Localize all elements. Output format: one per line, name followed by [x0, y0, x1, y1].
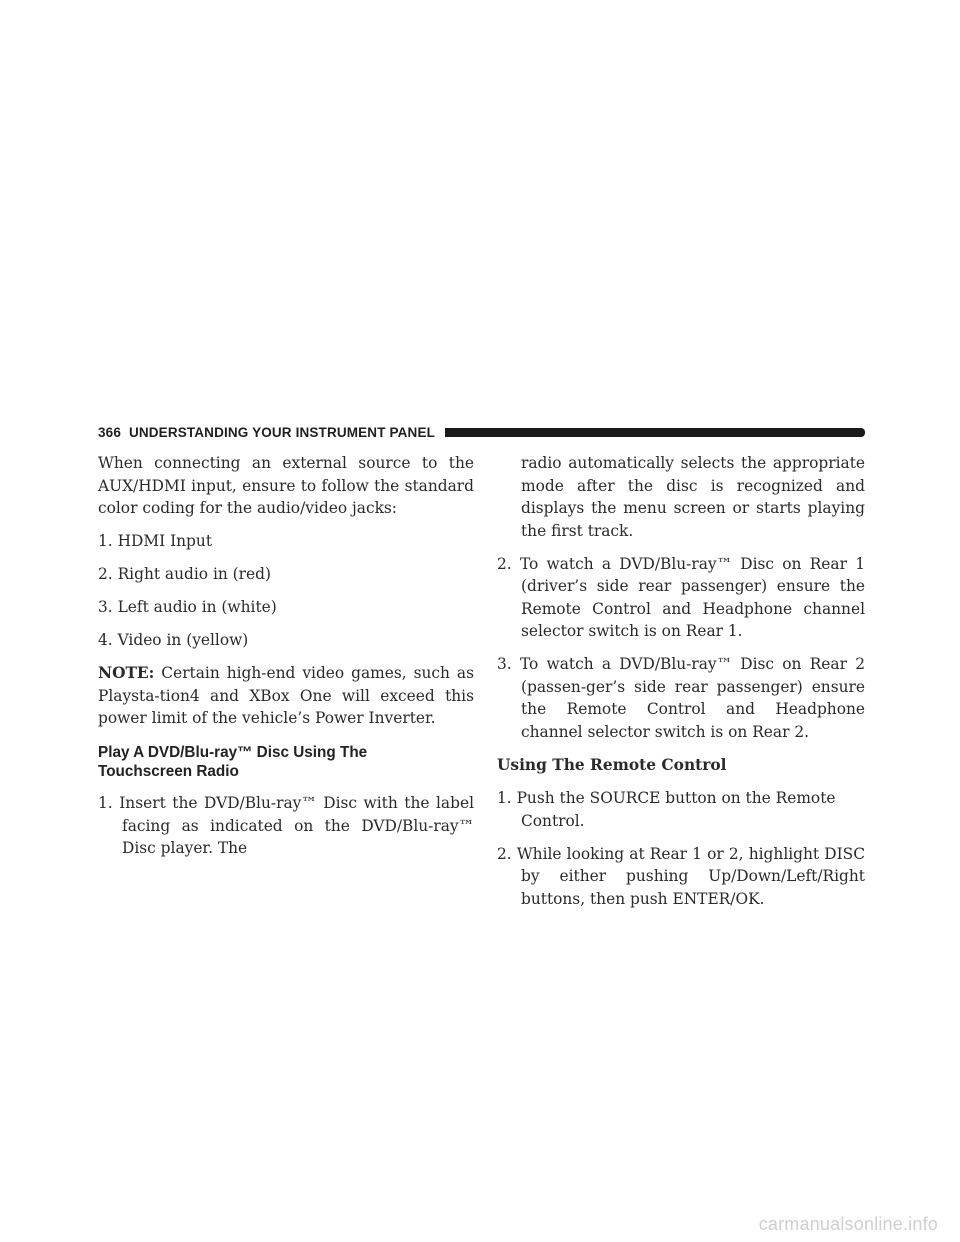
remote-step-2: 2. While looking at Rear 1 or 2, highlight DISC by either pushing Up/Down/Left/Right buttons, then push ENTER/OK. [497, 844, 865, 908]
section-heading-line2: Touchscreen Radio [98, 763, 239, 780]
remote-step-1: 1. Push the SOURCE button on the Remote Control. [497, 789, 836, 830]
note-label: NOTE: [98, 664, 155, 682]
list-item: 3. Left audio in (white) [98, 598, 277, 616]
page-number: 366 [98, 424, 121, 440]
step-2: 2. To watch a DVD/Blu-ray™ Disc on Rear 1 (driver’s side rear passenger) ensure the Remote Control and Headphone channel selector switch is on Rear 1. [497, 554, 865, 640]
step-1-continued: radio automatically selects the appropriate mode after the disc is recognized and displays the menu screen or starts playing the first track. [521, 454, 865, 540]
note-text: Certain high-end video games, such as Playsta-tion4 and XBox One will exceed this power limit of the vehicle’s Power Inverter. [98, 664, 474, 727]
intro-paragraph: When connecting an external source to the AUX/HDMI input, ensure to follow the standard color coding for the audio/video jacks: [98, 454, 474, 517]
step-1: 1. Insert the DVD/Blu-ray™ Disc with the label facing as indicated on the DVD/Blu-ray™ Disc player. The [98, 794, 474, 857]
section-title: UNDERSTANDING YOUR INSTRUMENT PANEL [128, 424, 435, 440]
section-heading [98, 743, 474, 782]
list-item: 1. HDMI Input [98, 532, 213, 550]
step-3: 3. To watch a DVD/Blu-ray™ Disc on Rear 2 (passen-ger’s side rear passenger) ensure the Remote Control and Headphone channel selector switch is on Rear 2. [497, 655, 865, 741]
watermark-text: carmanualsonline.info [758, 1214, 938, 1234]
header-rule [445, 428, 865, 437]
section-heading-line1: Play A DVD/Blu-ray™ Disc Using The [98, 743, 368, 761]
left-column [98, 452, 474, 860]
list-item: 2. Right audio in (red) [98, 565, 272, 583]
remote-control-heading: Using The Remote Control [497, 756, 727, 774]
list-item: 4. Video in (yellow) [98, 631, 249, 649]
note-paragraph [98, 662, 474, 730]
right-column [497, 452, 865, 910]
page-header [98, 422, 865, 442]
